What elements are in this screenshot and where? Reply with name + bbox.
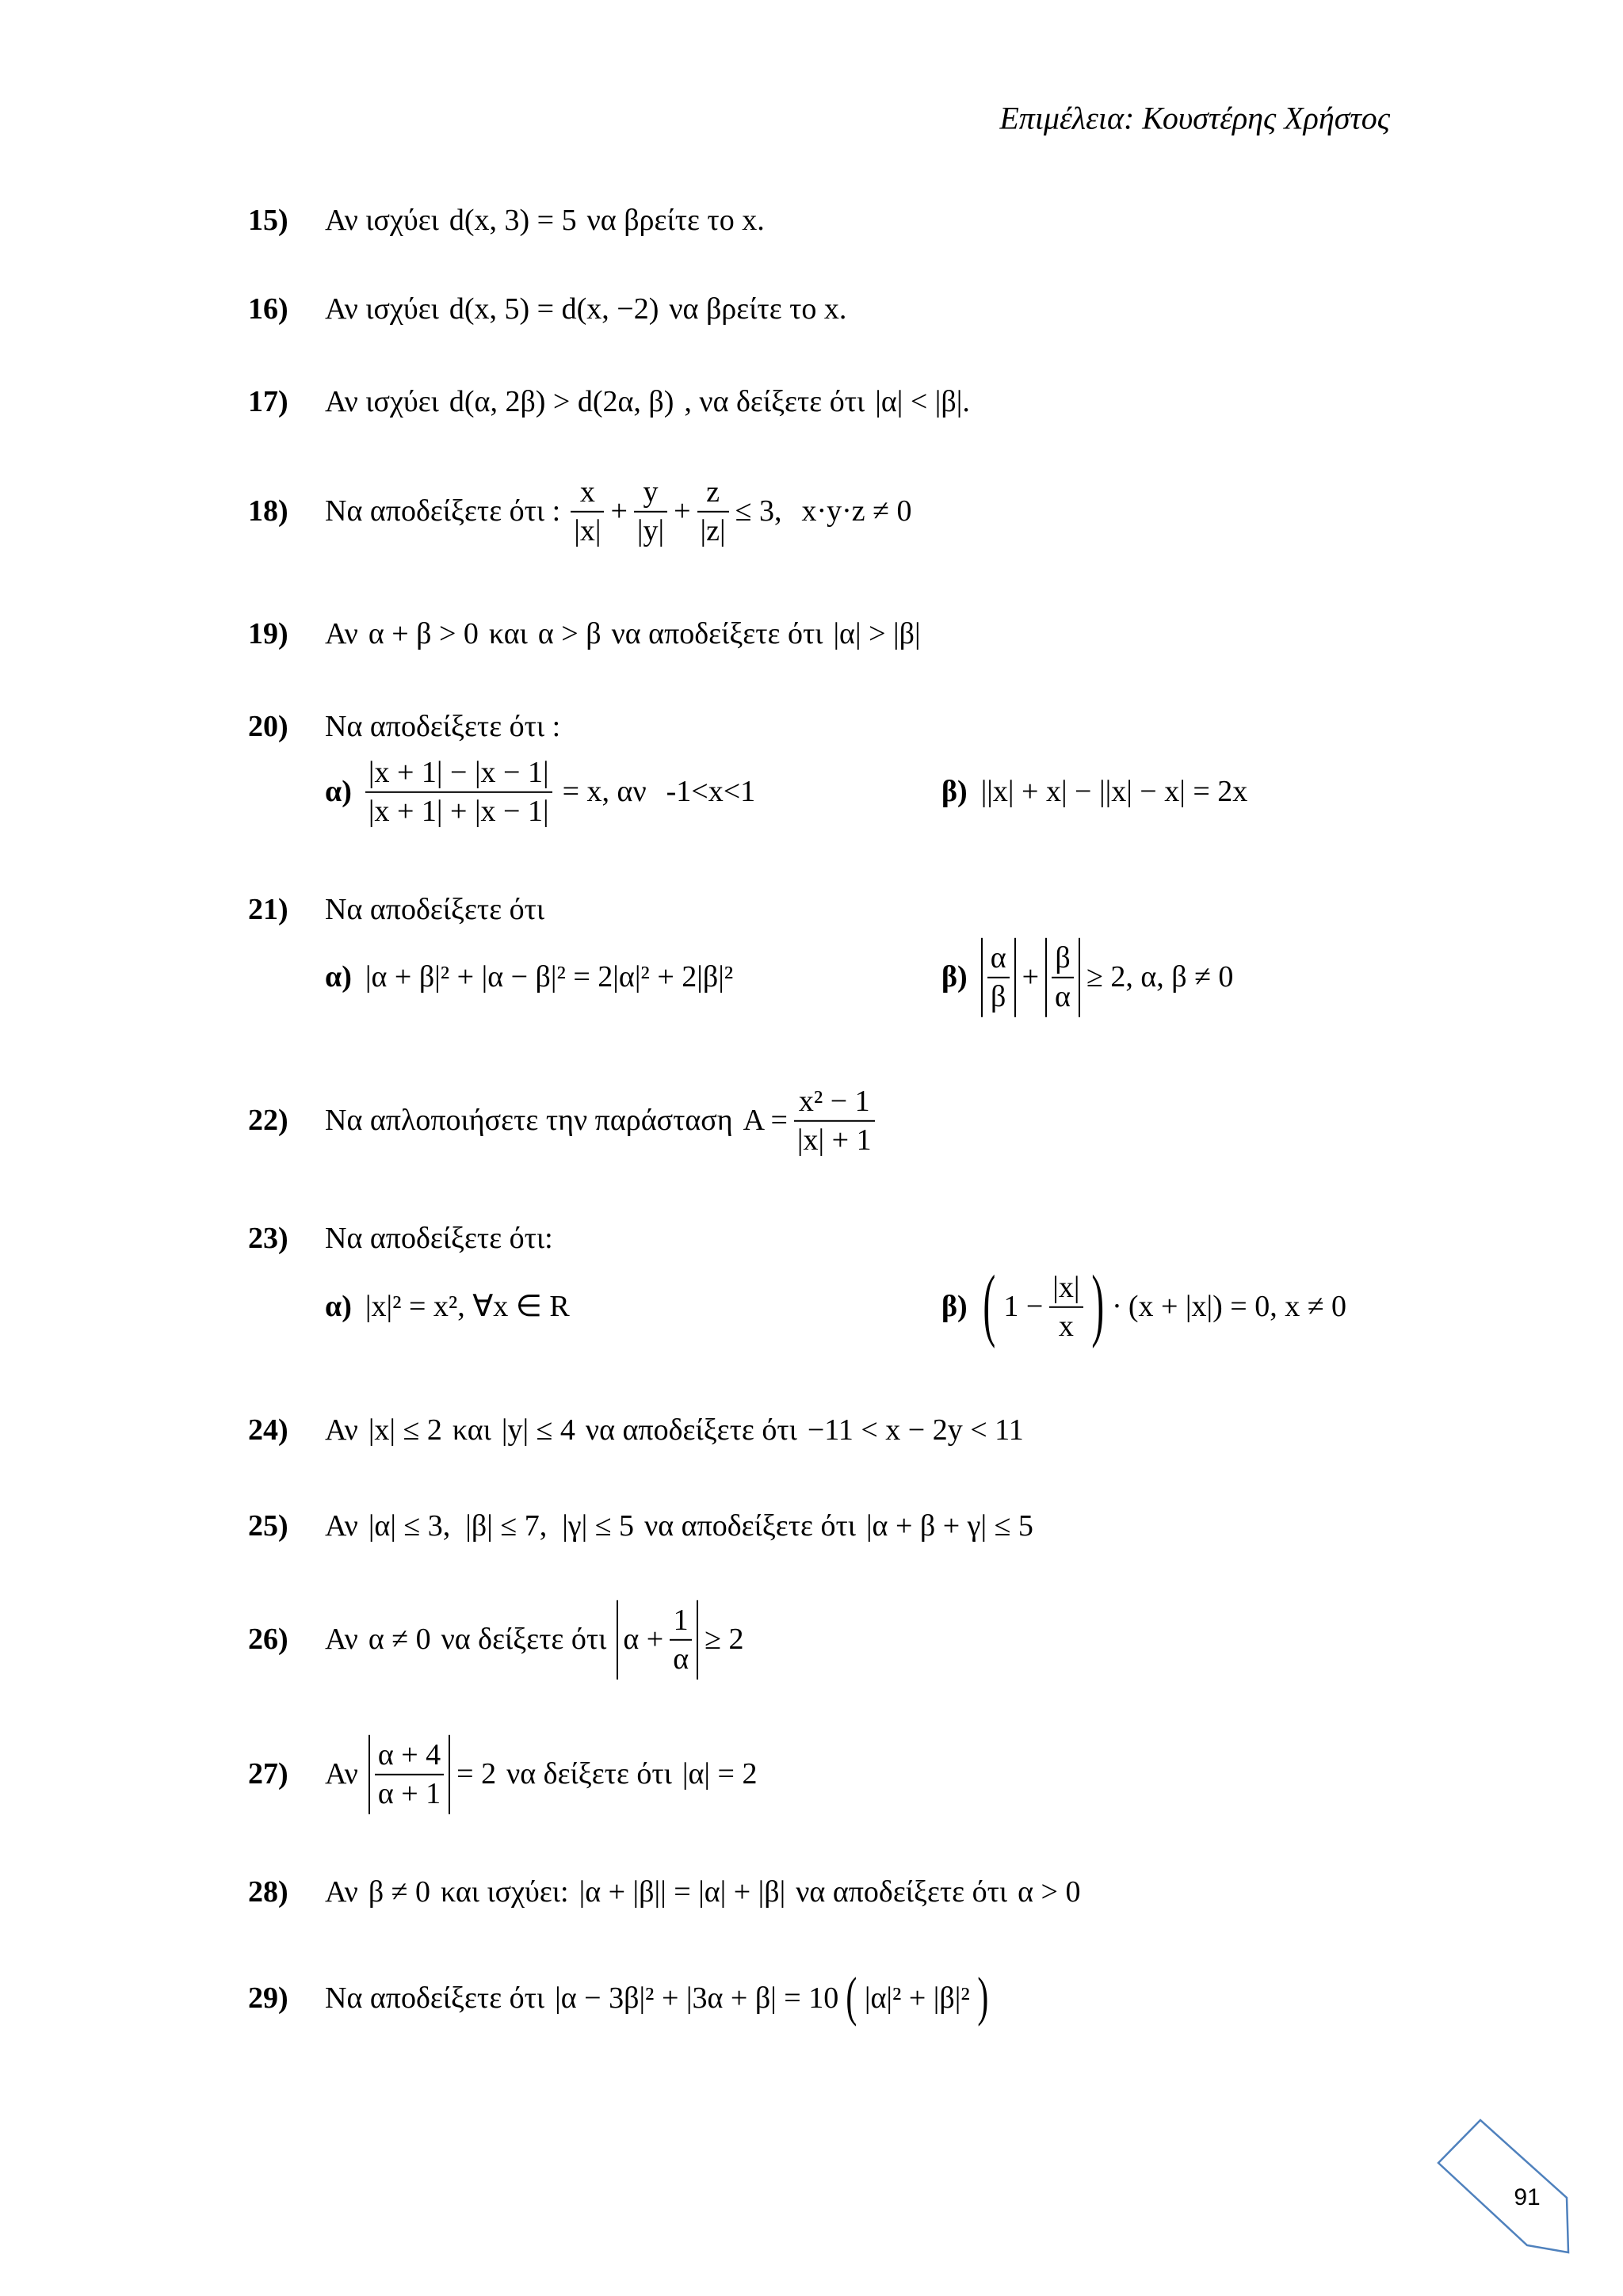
problem-26 — [248, 1600, 744, 1680]
math-expression: ≥ 2, α, β ≠ 0 — [1086, 960, 1234, 994]
problem-number: 26) — [248, 1623, 288, 1657]
math-expression: x·y·z ≠ 0 — [801, 494, 912, 528]
math-expression: |α + β + γ| ≤ 5 — [865, 1509, 1033, 1543]
fraction-denominator: |x| + 1 — [796, 1123, 872, 1157]
math-expression: A = — [743, 1104, 788, 1138]
problem-text: και ισχύει: — [441, 1875, 569, 1909]
problem-text: και — [452, 1413, 491, 1447]
math-expression: |α + |β|| = |α| + |β| — [579, 1875, 786, 1909]
math-expression: ≤ 3, — [735, 494, 782, 528]
math-expression — [617, 1600, 743, 1680]
math-expression: |x| ≤ 2 — [368, 1413, 442, 1447]
math-expression: |y| ≤ 4 — [501, 1413, 575, 1447]
problem-21-part-a — [325, 960, 733, 995]
problem-23-part-b — [941, 1261, 1347, 1351]
problem-22 — [248, 1085, 875, 1158]
problem-text: Να αποδείξετε ότι : — [325, 710, 561, 744]
problem-24 — [248, 1413, 1024, 1448]
math-operator: + — [674, 494, 691, 528]
problem-23 — [248, 1222, 553, 1257]
fraction-denominator: x — [1058, 1309, 1074, 1343]
problem-23-part-a — [325, 1290, 570, 1325]
problem-text: Αν — [325, 1875, 358, 1909]
problem-number: 24) — [248, 1413, 288, 1447]
problem-text: Αν — [325, 1757, 358, 1791]
problem-text: Αν — [325, 1413, 358, 1447]
problem-number: 16) — [248, 292, 288, 326]
problem-27 — [248, 1735, 757, 1814]
problem-text: Αν ισχύει — [325, 385, 439, 419]
math-expression: α + β > 0 — [368, 617, 479, 651]
math-expression: −11 < x − 2y < 11 — [807, 1413, 1024, 1447]
math-expression: |α| > |β| — [833, 617, 921, 651]
fraction-denominator: |y| — [636, 513, 665, 547]
problem-number: 17) — [248, 385, 288, 419]
math-operator: · — [1112, 1290, 1122, 1324]
problem-number: 27) — [248, 1757, 288, 1791]
problem-text: Να αποδείξετε ότι : — [325, 494, 561, 528]
problem-number: 21) — [248, 893, 288, 927]
math-expression — [555, 1967, 989, 2028]
math-expression: ||x| + x| − ||x| − x| = 2x — [980, 775, 1248, 809]
math-expression: β ≠ 0 — [368, 1875, 431, 1909]
problem-number: 15) — [248, 204, 288, 238]
fraction-numerator: |x| — [1049, 1271, 1083, 1308]
math-expression: (x + |x|) = 0, x ≠ 0 — [1128, 1290, 1347, 1324]
problem-19 — [248, 617, 921, 652]
problem-number: 28) — [248, 1875, 288, 1909]
subitem-label: β) — [941, 775, 968, 809]
problem-text: Αν ισχύει — [325, 292, 439, 326]
close-parenthesis: ) — [1090, 1261, 1104, 1351]
fraction — [634, 475, 667, 548]
math-expression: d(x, 5) = d(x, −2) — [449, 292, 659, 326]
math-expression: ≥ 2 — [705, 1623, 744, 1657]
page-number-badge — [1426, 2107, 1581, 2266]
math-expression — [981, 938, 1234, 1017]
math-expression: = 2 — [456, 1757, 497, 1791]
math-expression: |α| < |β|. — [875, 385, 970, 419]
subitem-label: β) — [941, 960, 968, 994]
problem-number: 29) — [248, 1981, 288, 2016]
fraction-denominator: α — [673, 1642, 689, 1676]
problem-18 — [248, 475, 912, 548]
problem-text: Να απλοποιήσετε την παράσταση — [325, 1104, 733, 1138]
math-expression: |α + β|² + |α − β|² = 2|α|² + 2|β|² — [365, 960, 734, 994]
fraction — [697, 475, 729, 548]
problem-text: να βρείτε το x. — [669, 292, 847, 326]
fraction-numerator: β — [1052, 941, 1074, 978]
math-operator: + — [610, 494, 628, 528]
fraction — [571, 475, 604, 548]
problem-17 — [248, 385, 970, 420]
problem-20-part-b — [941, 775, 1247, 810]
problem-number: 20) — [248, 710, 288, 744]
subitem-label: α) — [325, 1290, 352, 1324]
absolute-value — [1045, 938, 1080, 1017]
problem-25 — [248, 1509, 1033, 1544]
math-expression: |α − 3β|² + |3α + β| = 10 — [555, 1981, 839, 2016]
open-parenthesis: ( — [983, 1261, 995, 1351]
math-expression: α ≠ 0 — [368, 1623, 431, 1657]
math-expression — [369, 1735, 496, 1814]
problem-21-part-b — [941, 938, 1233, 1017]
problem-21 — [248, 893, 544, 928]
problem-text: να αποδείξετε ότι — [585, 1413, 797, 1447]
fraction-denominator: β — [990, 979, 1006, 1013]
fraction — [1049, 1271, 1083, 1344]
fraction-numerator: x — [571, 475, 604, 513]
problem-number: 22) — [248, 1104, 288, 1138]
absolute-value — [981, 938, 1016, 1017]
fraction — [670, 1604, 692, 1676]
math-expression: d(x, 3) = 5 — [449, 204, 577, 238]
math-expression — [981, 1261, 1347, 1351]
problem-text: να αποδείξετε ότι — [611, 617, 823, 651]
math-expression — [571, 475, 781, 548]
problem-text: να δείξετε ότι — [441, 1623, 607, 1657]
fraction-denominator: |x| — [574, 513, 601, 547]
math-expression: = x, αν — [562, 775, 647, 809]
math-condition: -1<x<1 — [666, 775, 756, 809]
math-expression: |α|² + |β|² — [864, 1981, 970, 2016]
fraction-denominator: α — [1055, 979, 1071, 1013]
fraction-denominator: |x + 1| + |x − 1| — [368, 794, 549, 828]
problem-text: Να αποδείξετε ότι — [325, 893, 545, 927]
fraction-numerator: x² − 1 — [794, 1085, 875, 1122]
absolute-value — [369, 1735, 450, 1814]
fraction-numerator: z — [697, 475, 729, 513]
fraction-numerator: 1 — [670, 1604, 692, 1641]
problem-20 — [248, 710, 560, 745]
problem-text: να δείξετε ότι — [506, 1757, 672, 1791]
math-expression: |α| ≤ 3, |β| ≤ 7, |γ| ≤ 5 — [368, 1509, 635, 1543]
problem-text: να αποδείξετε ότι — [796, 1875, 1008, 1909]
fraction-denominator: |z| — [700, 513, 726, 547]
problem-text: και — [488, 617, 528, 651]
math-expression: α > 0 — [1018, 1875, 1081, 1909]
problem-16 — [248, 292, 846, 327]
fraction-numerator: α — [987, 941, 1010, 978]
problem-text: Αν — [325, 1623, 358, 1657]
math-expression: |x|² = x², ∀x ∈ R — [365, 1290, 570, 1324]
problem-28 — [248, 1875, 1080, 1910]
fraction — [365, 756, 552, 829]
math-expression: α > β — [537, 617, 601, 651]
problem-text: , να δείξετε ότι — [684, 385, 865, 419]
fraction — [1052, 941, 1074, 1014]
problem-number: 18) — [248, 494, 288, 528]
math-expression: 1 − — [1003, 1290, 1044, 1324]
problem-text: Αν ισχύει — [325, 204, 439, 238]
math-expression: |α| = 2 — [682, 1757, 758, 1791]
subitem-label: α) — [325, 775, 352, 809]
open-parenthesis: ( — [846, 1967, 857, 2028]
problem-text: να αποδείξετε ότι — [644, 1509, 856, 1543]
problem-number: 19) — [248, 617, 288, 651]
fraction-denominator: α + 1 — [377, 1776, 441, 1810]
fraction — [375, 1738, 444, 1811]
problem-29 — [248, 1967, 989, 2028]
math-expression — [743, 1085, 875, 1158]
problem-20-part-a — [325, 756, 755, 829]
fraction — [987, 941, 1010, 1014]
subitem-label: α) — [325, 960, 352, 994]
close-parenthesis: ) — [977, 1967, 989, 2028]
page-header-editor: Επιμέλεια: Κουστέρης Χρήστος — [999, 100, 1390, 136]
absolute-value — [617, 1600, 698, 1680]
problem-number: 25) — [248, 1509, 288, 1543]
page-number: 91 — [1514, 2184, 1541, 2210]
problem-number: 23) — [248, 1222, 288, 1256]
problem-text: Αν — [325, 617, 358, 651]
fraction-numerator: |x + 1| − |x − 1| — [365, 756, 552, 793]
math-expression: d(α, 2β) > d(2α, β) — [449, 385, 674, 419]
subitem-label: β) — [941, 1290, 968, 1324]
math-expression: α + — [623, 1623, 664, 1657]
fraction-numerator: α + 4 — [375, 1738, 444, 1775]
math-operator: + — [1022, 960, 1040, 994]
problem-15 — [248, 204, 765, 238]
problem-text: Να αποδείξετε ότι — [325, 1981, 545, 2016]
fraction-numerator: y — [634, 475, 667, 513]
problem-text: Να αποδείξετε ότι: — [325, 1222, 553, 1256]
fraction — [794, 1085, 875, 1158]
problem-text: να βρείτε το x. — [586, 204, 765, 238]
problem-text: Αν — [325, 1509, 358, 1543]
